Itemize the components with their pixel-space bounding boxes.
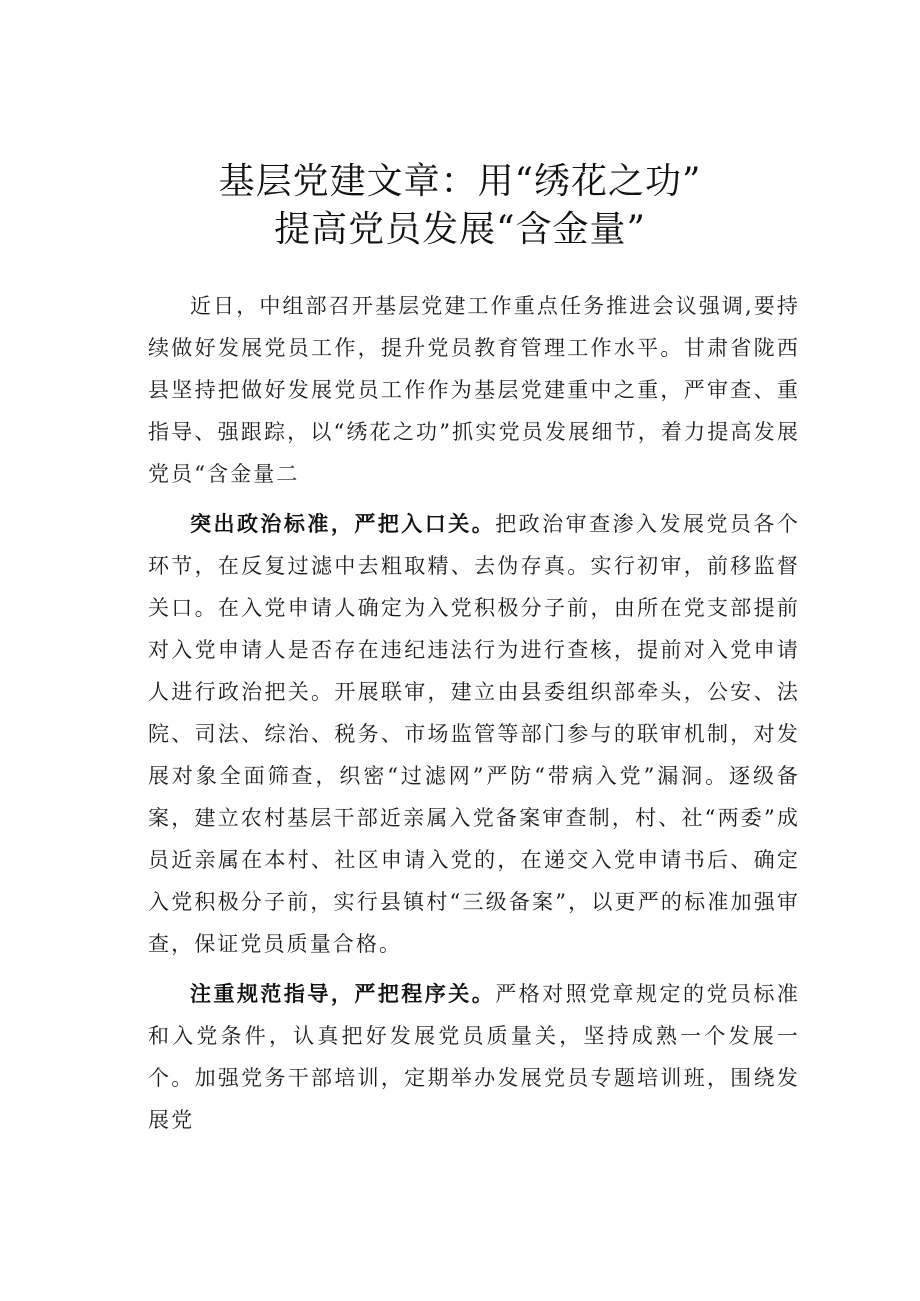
title-line-2: 提高党员发展“含金量” <box>274 209 646 250</box>
paragraph-intro <box>148 285 800 495</box>
paragraph-political-standard <box>148 503 800 965</box>
paragraph-text: 严格对照党章规定的党员标准和入党条件，认真把好发展党员质量关，坚持成熟一个发展一个。加强党务干部培训，定期举办发展党员专题培训班，围绕发展党 <box>148 982 800 1132</box>
paragraph-procedure <box>148 973 800 1141</box>
document-title <box>0 158 920 254</box>
paragraph-lead-heading: 突出政治标准，严把入口关。 <box>190 511 496 536</box>
paragraph-text: 把政治审查渗入发展党员各个环节，在反复过滤中去粗取精、去伪存真。实行初审，前移监督关口。在入党申请人确定为入党积极分子前，由所在党支部提前对入党申请人是否存在违纪违法行为进行查核，提前对入党申请人进行政治把关。开展联审，建立由县委组织部牵头，公安、法院、司法、综治、税务、市场监管等部门参与的联审机制，对发展对象全面筛查，织密“过滤网”严防“带病入党”漏洞。逐级备案，建立农村基层干部近亲属入党备案审查制，村、社“两委”成员近亲属在本村、社区申请入党的，在递交入党申请书后、确定入党积极分子前，实行县镇村“三级备案”，以更严的标准加强审查，保证党员质量合格。 <box>148 512 800 956</box>
paragraph-lead-heading: 注重规范指导，严把程序关。 <box>190 981 496 1006</box>
title-line-1: 基层党建文章：用“绣花之功” <box>218 161 702 202</box>
paragraph-text: 近日，中组部召开基层党建工作重点任务推进会议强调,要持续做好发展党员工作，提升党员教育管理工作水平。甘肃省陇西县坚持把做好发展党员工作作为基层党建重中之重，严审查、重指导、强跟踪，以“绣花之功”抓实党员发展细节，着力提高发展党员“含金量二 <box>148 294 800 486</box>
article-body <box>148 285 800 1149</box>
